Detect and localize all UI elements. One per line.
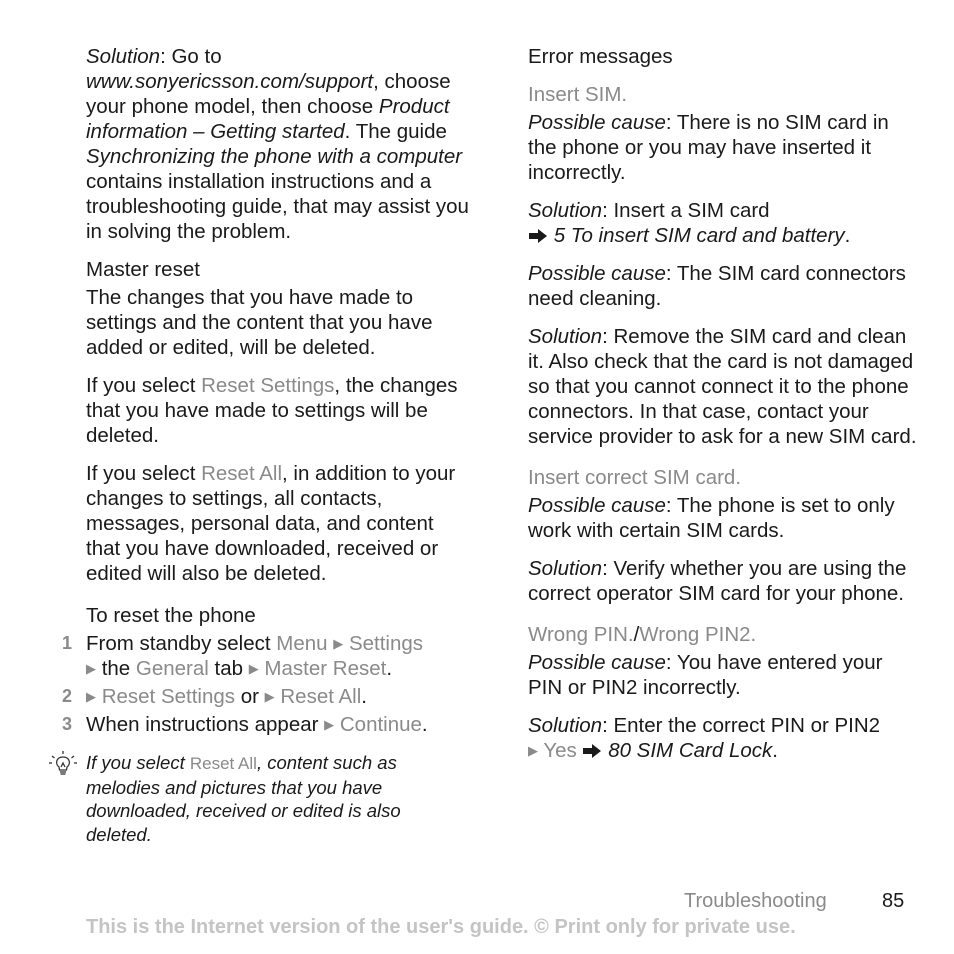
reset-steps [62,631,471,737]
text: or [235,685,265,708]
to-reset-heading: To reset the phone [86,604,256,627]
solution-paragraph [528,713,918,763]
error-insert-sim: Insert SIM. [528,83,628,106]
step-3 [62,712,471,737]
menu-item-menu: Menu [276,632,328,655]
reference-arrow-icon [582,743,602,759]
text: Possible cause [528,494,666,517]
menu-item-master-reset: Master Reset [264,657,387,680]
text: , in addition to your changes to settings, all contacts, messages, personal data, and content that you have downloaded, received or edited will also be deleted. [86,462,456,585]
menu-item-reset-settings: Reset Settings [201,374,335,397]
triangle-right-icon: ▶ [528,743,538,758]
error-messages-heading: Error messages [528,45,673,68]
intro-paragraph [86,44,471,244]
solution-paragraph [528,556,918,606]
text: : Verify whether you are using the correct operator SIM card for your phone. [528,557,907,605]
text: Solution [528,199,603,222]
step-number: 2 [62,686,73,706]
text: , choose your phone model, then choose [86,70,451,118]
menu-item-reset-all: Reset All [189,754,257,773]
text: Wrong PIN. [528,623,634,646]
error-wrong-pin [528,622,918,647]
text: : Remove the SIM card and clean it. Also check that the card is not damaged so that you cannot connect it to the phone connectors. In that case, contact your service provider to ask for a new SIM card. [528,325,917,448]
text: If you select [86,462,202,485]
product-info-ref: Product information – Getting started [86,95,450,143]
master-reset-p1: The changes that you have made to settings and the content that you have added or edited, will be deleted. [86,286,433,359]
text: Wrong PIN2. [639,623,757,646]
text: tab [208,657,249,680]
triangle-right-icon: ▶ [324,717,335,732]
text: . [772,739,778,762]
master-reset-p2 [86,373,471,448]
internet-version-banner: This is the Internet version of the user's guide. © Print only for private use. [86,916,796,938]
reference-arrow-icon [528,228,548,244]
sync-guide-title: Synchronizing the phone with a computer [86,145,463,168]
text: , the changes that you have made to settings will be deleted. [86,374,458,447]
text: . [844,224,851,247]
menu-item-reset-settings: Reset Settings [101,685,236,708]
text: : The SIM card connectors need cleaning. [528,262,906,310]
text: Possible cause [528,262,666,285]
text: Possible cause [528,111,666,134]
menu-item-continue: Continue [339,713,422,736]
triangle-right-icon: ▶ [248,661,259,676]
left-column [62,44,471,846]
text: From standby select [86,632,277,655]
text: contains installation instructions and a troubleshooting guide, that may assist you in solving the problem. [86,170,469,243]
text: the [96,657,136,680]
cross-reference: 5 To insert SIM card and battery [553,224,845,247]
error-insert-correct-sim: Insert correct SIM card. [528,466,742,489]
solution-paragraph [528,324,918,449]
menu-item-reset-all: Reset All [280,685,362,708]
step-number: 3 [62,714,73,734]
text: : The phone is set to only work with certain SIM cards. [528,494,895,542]
text: : Insert a SIM card [602,199,770,222]
text: When instructions appear [86,713,325,736]
step-2 [62,684,471,709]
text: , content such as melodies and pictures that you have downloaded, received or edited is also deleted. [86,752,401,845]
triangle-right-icon: ▶ [264,689,275,704]
cause-paragraph [528,493,918,543]
triangle-right-icon: ▶ [333,636,344,651]
text: If you select [86,752,190,773]
page-number: 85 [882,890,905,912]
text: Solution [528,325,603,348]
text: Solution [528,714,603,737]
triangle-right-icon: ▶ [86,661,96,676]
text: Solution [528,557,603,580]
step-1 [62,631,471,681]
support-url: www.sonyericsson.com/support [86,70,374,93]
text: If you select [86,374,202,397]
text: : There is no SIM card in the phone or you may have inserted it incorrectly. [528,111,889,184]
step-number: 1 [62,633,73,653]
menu-item-yes: Yes [543,739,577,762]
text: . [386,657,393,680]
solution-paragraph [528,198,918,248]
menu-item-settings: Settings [348,632,424,655]
lightbulb-icon [48,749,78,779]
menu-item-general: General [135,657,209,680]
triangle-right-icon: ▶ [86,689,96,704]
cause-paragraph [528,110,918,185]
text: / [633,623,640,646]
right-column [528,44,918,776]
text: : Go to [160,45,222,68]
cross-reference: 80 SIM Card Lock [608,739,773,762]
text: : You have entered your PIN or PIN2 incorrectly. [528,651,883,699]
cause-paragraph [528,650,918,700]
menu-item-reset-all: Reset All [201,462,282,485]
footer-section-title: Troubleshooting [684,890,827,912]
master-reset-p3 [86,461,471,586]
tip-note [86,751,471,846]
text: . [421,713,428,736]
cause-paragraph [528,261,918,311]
text: Possible cause [528,651,666,674]
text: . The guide [344,120,447,143]
text: : Enter the correct PIN or PIN2 [602,714,881,737]
solution-label: Solution [86,45,161,68]
master-reset-heading: Master reset [86,258,200,281]
text: . [361,685,367,708]
